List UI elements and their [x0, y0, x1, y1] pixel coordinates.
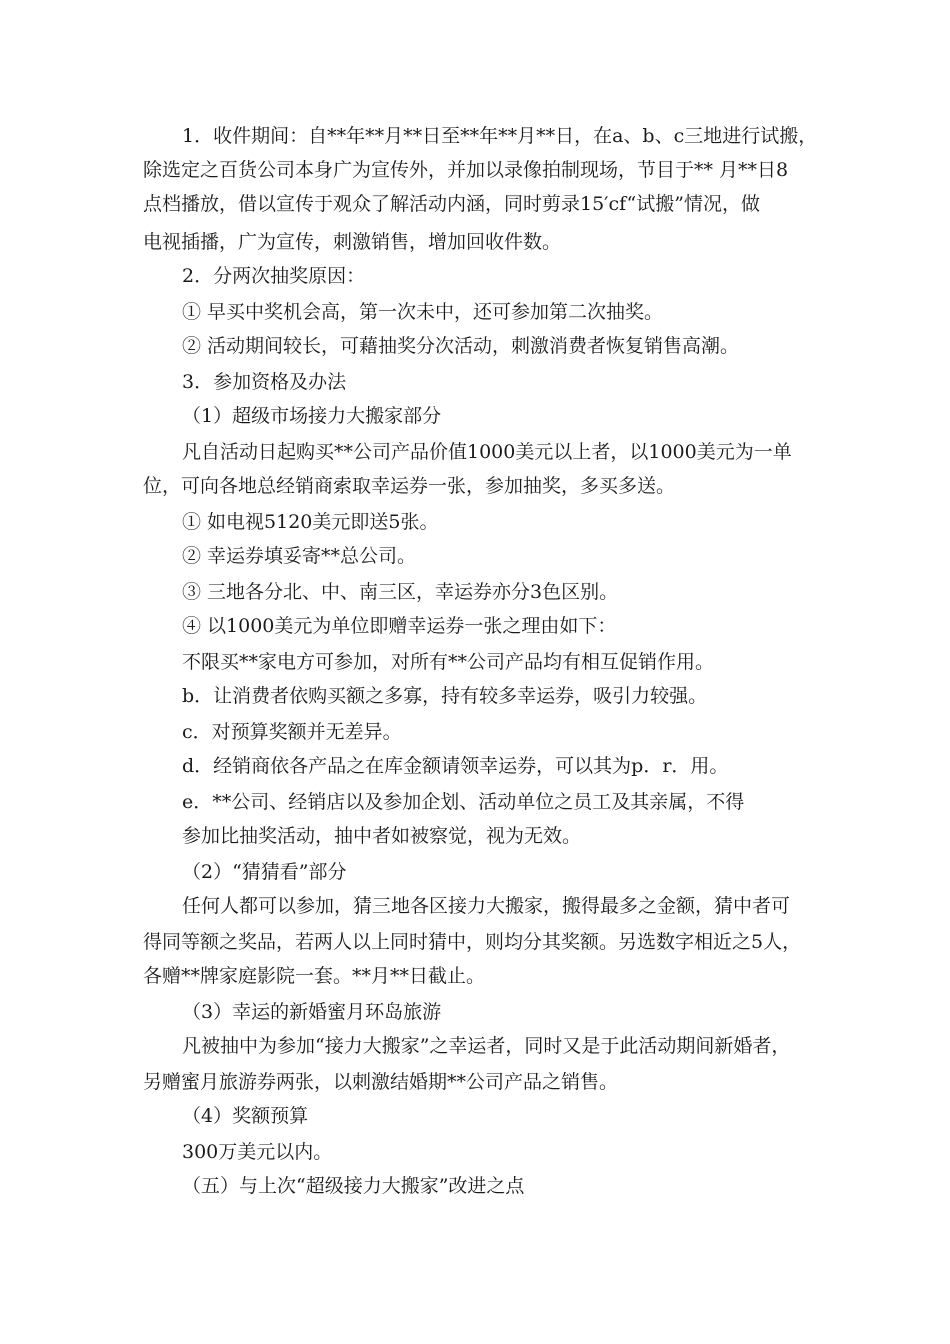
- subsection-heading: （3）幸运的新婚蜜月环岛旅游: [182, 1001, 442, 1023]
- list-item: ③ 三地各分北、中、南三区，幸运券亦分3色区别。: [182, 581, 619, 603]
- paragraph-line: 各赠**牌家庭影院一套。**月**日截止。: [143, 965, 486, 987]
- paragraph-line: 凡自活动日起购买**公司产品价值1000美元以上者，以1000美元为一单: [182, 441, 792, 463]
- subsection-heading: （五）与上次“超级接力大搬家”改进之点: [182, 1175, 525, 1197]
- list-item: e．**公司、经销店以及参加企划、活动单位之员工及其亲属，不得: [182, 791, 745, 813]
- paragraph-line: 除选定之百货公司本身广为宣传外，并加以录像拍制现场，节目于** 月**日8: [143, 159, 789, 181]
- list-item: d．经销商依各产品之在库金额请领幸运券，可以其为p．r．用。: [182, 755, 729, 777]
- section-heading: 3．参加资格及办法: [182, 371, 347, 393]
- paragraph-line: 位，可向各地总经销商索取幸运券一张，参加抽奖，多买多送。: [143, 475, 676, 497]
- list-item: ② 幸运券填妥寄**总公司。: [182, 545, 417, 567]
- paragraph-line: 电视插播，广为宣传，刺激销售，增加回收件数。: [143, 231, 562, 253]
- list-item: ① 如电视5120美元即送5张。: [182, 511, 439, 533]
- paragraph-line: 点档播放，借以宣传于观众了解活动内涵，同时剪录15′cf“试搬”情况，做: [143, 193, 760, 215]
- list-item: ④ 以1000美元为单位即赠幸运券一张之理由如下：: [182, 615, 617, 637]
- list-item: ① 早买中奖机会高，第一次未中，还可参加第二次抽奖。: [182, 301, 664, 323]
- paragraph-line: 凡被抽中为参加“接力大搬家”之幸运者，同时又是于此活动期间新婚者，: [182, 1035, 791, 1057]
- list-item: b．让消费者依购买额之多寡，持有较多幸运券，吸引力较强。: [182, 685, 708, 707]
- section-heading: 2．分两次抽奖原因：: [182, 265, 366, 287]
- paragraph-line: 得同等额之奖品，若两人以上同时猜中，则均分其奖额。另选数字相近之5人，: [143, 931, 802, 953]
- subsection-heading: （2）“猜猜看”部分: [182, 861, 347, 883]
- paragraph-line: 300万美元以内。: [182, 1141, 333, 1163]
- list-item: ② 活动期间较长，可藉抽奖分次活动，刺激消费者恢复销售高潮。: [182, 335, 740, 357]
- paragraph-line: 任何人都可以参加，猜三地各区接力大搬家，搬得最多之金额，猜中者可: [182, 895, 791, 917]
- list-item: c．对预算奖额并无差异。: [182, 721, 402, 743]
- paragraph-line: 另赠蜜月旅游券两张，以刺激结婚期**公司产品之销售。: [143, 1071, 619, 1093]
- paragraph-line: 不限买**家电方可参加，对所有**公司产品均有相互促销作用。: [182, 651, 715, 673]
- paragraph-line: 参加比抽奖活动，抽中者如被察觉，视为无效。: [182, 825, 582, 847]
- subsection-heading: （1）超级市场接力大搬家部分: [182, 405, 442, 427]
- paragraph-line: 1．收件期间：自**年**月**日至**年**月**日，在a、b、c三地进行试搬，: [182, 125, 818, 147]
- subsection-heading: （4）奖额预算: [182, 1105, 309, 1127]
